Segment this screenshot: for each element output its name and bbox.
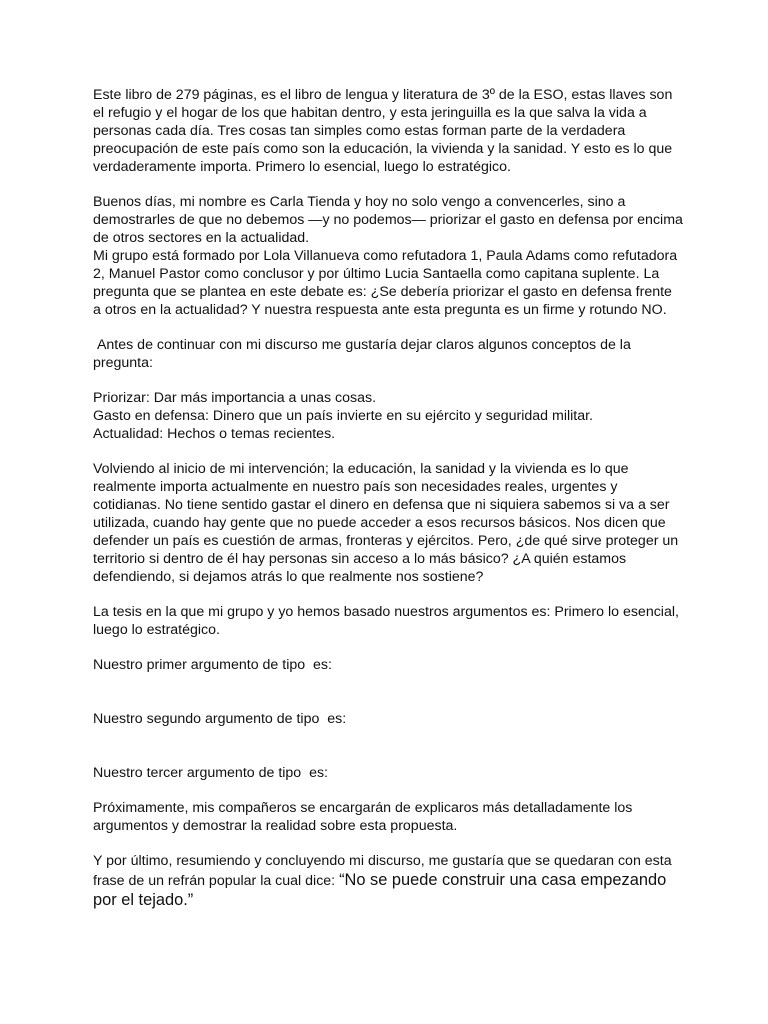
document-body — [93, 86, 683, 910]
paragraph-greeting: Buenos días, mi nombre es Carla Tienda y hoy no solo vengo a convencerles, sino a demostrarles de que no debemos —y no podemos— priorizar el gasto en defensa por encima de otros sectores en la actualidad. — [93, 194, 683, 246]
definition-gasto-defensa: Gasto en defensa: Dinero que un país invierte en su ejército y seguridad militar. — [93, 408, 593, 424]
paragraph-intro: Este libro de 279 páginas, es el libro de lengua y literatura de 3º de la ESO, estas llaves son el refugio y el hogar de los que habitan dentro, y esta jeringuilla es la que salva la vida a personas cada día. Tres cosas tan simples como estas forman parte de la verdadera preocupación de este país como son la educación, la vivienda y la sanidad. Y esto es lo que verdaderamente importa. Primero lo esencial, luego lo estratégico. — [93, 87, 673, 175]
paragraph-conclusion — [93, 852, 683, 910]
paragraph-group: Mi grupo está formado por Lola Villanueva como refutadora 1, Paula Adams como refutadora 2, Manuel Pastor como conclusor y por último Lucia Santaella como capitana suplente. La pregunta que se plantea en este debate es: ¿Se debería priorizar el gasto en defensa frente a otros en la actualidad? Y nuestra respuesta ante esta pregunta es un firme y rotundo NO. — [93, 248, 678, 318]
definition-priorizar: Priorizar: Dar más importancia a unas cosas. — [93, 390, 377, 406]
paragraph-team-next: Próximamente, mis compañeros se encargarán de explicaros más detalladamente los argumentos y demostrar la realidad sobre esta propuesta. — [93, 800, 633, 834]
refran-quote: “No se puede construir una casa empezando por el tejado.” — [93, 871, 667, 909]
third-argument-line: Nuestro tercer argumento de tipo es: — [93, 765, 329, 781]
paragraph-concepts-intro: Antes de continuar con mi discurso me gustaría dejar claros algunos conceptos de la pregunta: — [93, 337, 635, 371]
definition-actualidad: Actualidad: Hechos o temas recientes. — [93, 426, 336, 442]
conclusion-text: Y por último, resumiendo y concluyendo mi discurso, me gustaría que se quedaran con esta frase de un refrán popular la cual dice: — [93, 853, 672, 889]
second-argument-line: Nuestro segundo argumento de tipo es: — [93, 711, 347, 727]
first-argument-line: Nuestro primer argumento de tipo es: — [93, 657, 332, 673]
paragraph-thesis: La tesis en la que mi grupo y yo hemos basado nuestros argumentos es: Primero lo esencial, luego lo estratégico. — [93, 604, 679, 638]
paragraph-argument-body: Volviendo al inicio de mi intervención; la educación, la sanidad y la vivienda es lo que realmente importa actualmente en nuestro país son necesidades reales, urgentes y cotidianas. No tiene sentido gastar el dinero en defensa que ni siquiera sabemos si va a ser utilizada, cuando hay gente que no puede acceder a esos recursos básicos. Nos dicen que defender un país es cuestión de armas, fronteras y ejércitos. Pero, ¿de qué sirve proteger un territorio si dentro de él hay personas sin acceso a lo más básico? ¿A quién estamos defendiendo, si dejamos atrás lo que realmente nos sostiene? — [93, 461, 679, 585]
